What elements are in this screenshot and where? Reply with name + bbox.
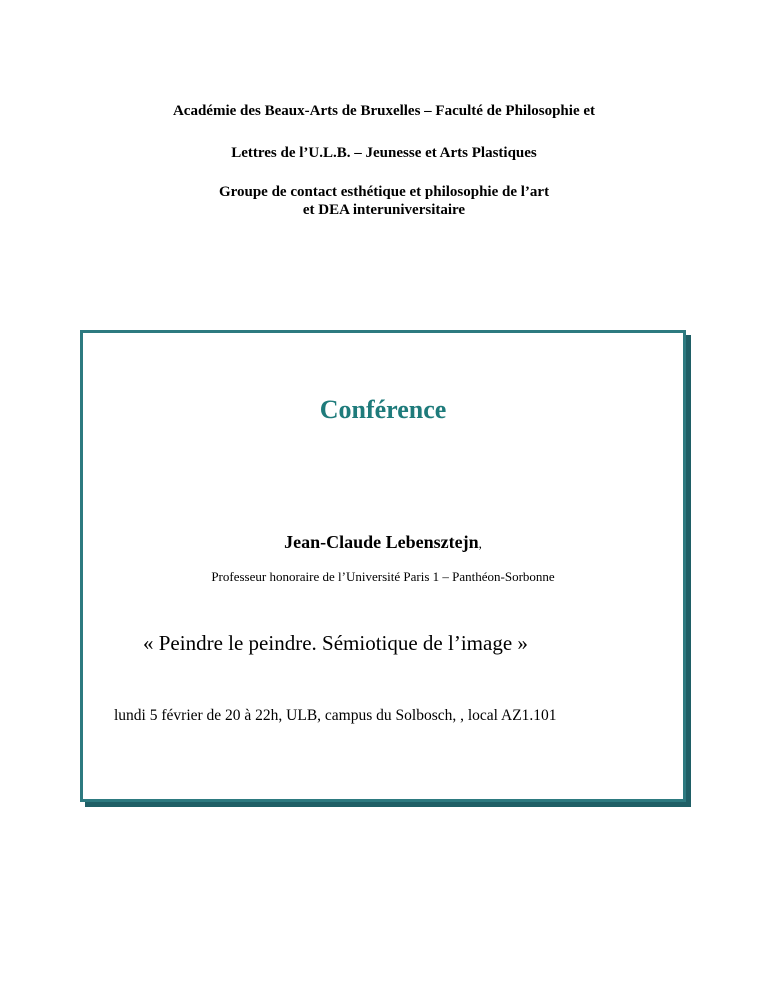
speaker-name: Jean-Claude Lebensztejn — [284, 532, 479, 552]
announcement-frame — [80, 330, 686, 802]
speaker-affiliation: Professeur honoraire de l’Université Paris 1 – Panthéon-Sorbonne — [211, 569, 555, 584]
header-institutions-line-2: Lettres de l’U.L.B. – Jeunesse et Arts Plastiques — [231, 145, 537, 161]
announcement-content — [83, 333, 683, 799]
header-institutions-line-1: Académie des Beaux-Arts de Bruxelles – Faculté de Philosophie et — [172, 103, 596, 119]
speaker-suffix: , — [478, 536, 482, 551]
announcement-title: Conférence — [319, 395, 447, 424]
speaker-line — [83, 531, 683, 555]
header-group-line-1: Groupe de contact esthétique et philosophie de l’art — [218, 184, 550, 200]
talk-title: « Peindre le peindre. Sémiotique de l’image » — [143, 631, 528, 655]
header-group-line-2: et DEA interuniversitaire — [302, 202, 466, 218]
date-location: lundi 5 février de 20 à 22h, ULB, campus du Solbosch, , local AZ1.101 — [114, 707, 557, 724]
